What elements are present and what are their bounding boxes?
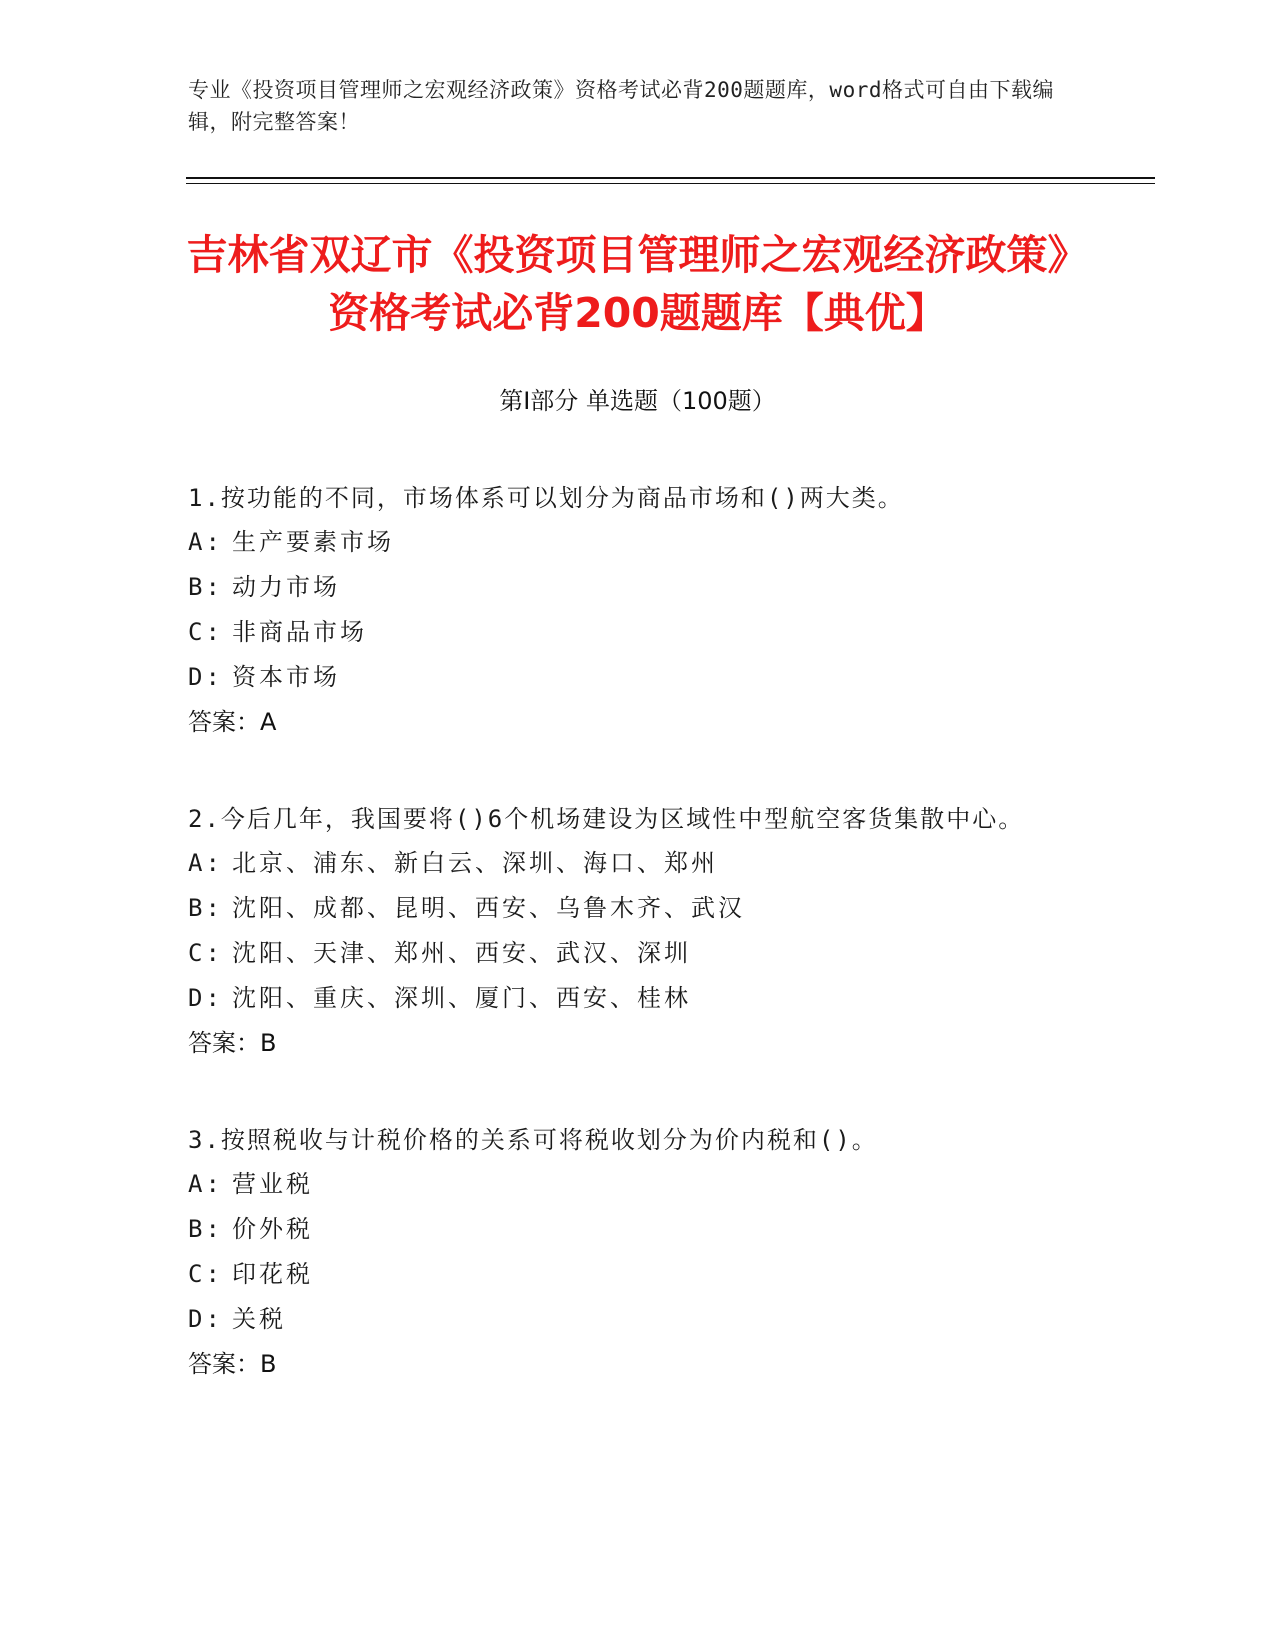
option-letter: A: <box>188 849 223 877</box>
option-text: 生产要素市场 <box>232 528 394 556</box>
option-c <box>188 610 1088 655</box>
question-list <box>188 476 1088 1439</box>
option-b <box>188 565 1088 610</box>
option-d <box>188 976 1088 1021</box>
option-text: 营业税 <box>232 1170 313 1198</box>
option-b <box>188 1207 1088 1252</box>
option-text: 印花税 <box>232 1260 313 1288</box>
option-text: 北京、浦东、新白云、深圳、海口、郑州 <box>232 849 718 877</box>
option-text: 动力市场 <box>232 573 340 601</box>
option-text: 关税 <box>232 1305 286 1333</box>
option-text: 沈阳、重庆、深圳、厦门、西安、桂林 <box>232 984 691 1012</box>
question-1 <box>188 476 1088 745</box>
option-a <box>188 520 1088 565</box>
option-letter: C: <box>188 939 223 967</box>
question-3 <box>188 1118 1088 1387</box>
option-d <box>188 655 1088 700</box>
option-a <box>188 1162 1088 1207</box>
answer-line: 答案：B <box>188 1350 277 1378</box>
option-letter: A: <box>188 528 223 556</box>
option-letter: D: <box>188 1305 223 1333</box>
option-letter: B: <box>188 573 223 601</box>
question-2 <box>188 797 1088 1066</box>
answer-line: 答案：A <box>188 708 277 736</box>
question-stem: 3.按照税收与计税价格的关系可将税收划分为价内税和()。 <box>188 1126 878 1154</box>
question-stem: 1.按功能的不同，市场体系可以划分为商品市场和()两大类。 <box>188 484 904 512</box>
option-text: 价外税 <box>232 1215 313 1243</box>
option-letter: B: <box>188 894 223 922</box>
option-c <box>188 931 1088 976</box>
option-letter: D: <box>188 984 223 1012</box>
option-text: 沈阳、成都、昆明、西安、乌鲁木齐、武汉 <box>232 894 745 922</box>
header-divider-thin <box>186 183 1155 184</box>
header-divider-thick <box>186 177 1155 179</box>
option-letter: B: <box>188 1215 223 1243</box>
option-d <box>188 1297 1088 1342</box>
document-title: 吉林省双辽市《投资项目管理师之宏观经济政策》资格考试必背200题题库【典优】 <box>186 231 1089 337</box>
question-stem: 2.今后几年，我国要将()6个机场建设为区域性中型航空客货集散中心。 <box>188 805 1025 833</box>
option-text: 非商品市场 <box>232 618 367 646</box>
option-letter: C: <box>188 1260 223 1288</box>
header-note: 专业《投资项目管理师之宏观经济政策》资格考试必背200题题库，word格式可自由下载编辑，附完整答案！ <box>188 78 1054 134</box>
option-text: 资本市场 <box>232 663 340 691</box>
section-heading: 第I部分 单选题（100题） <box>499 387 776 415</box>
option-letter: C: <box>188 618 223 646</box>
option-text: 沈阳、天津、郑州、西安、武汉、深圳 <box>232 939 691 967</box>
option-letter: D: <box>188 663 223 691</box>
option-a <box>188 841 1088 886</box>
option-b <box>188 886 1088 931</box>
option-letter: A: <box>188 1170 223 1198</box>
answer-line: 答案：B <box>188 1029 277 1057</box>
option-c <box>188 1252 1088 1297</box>
